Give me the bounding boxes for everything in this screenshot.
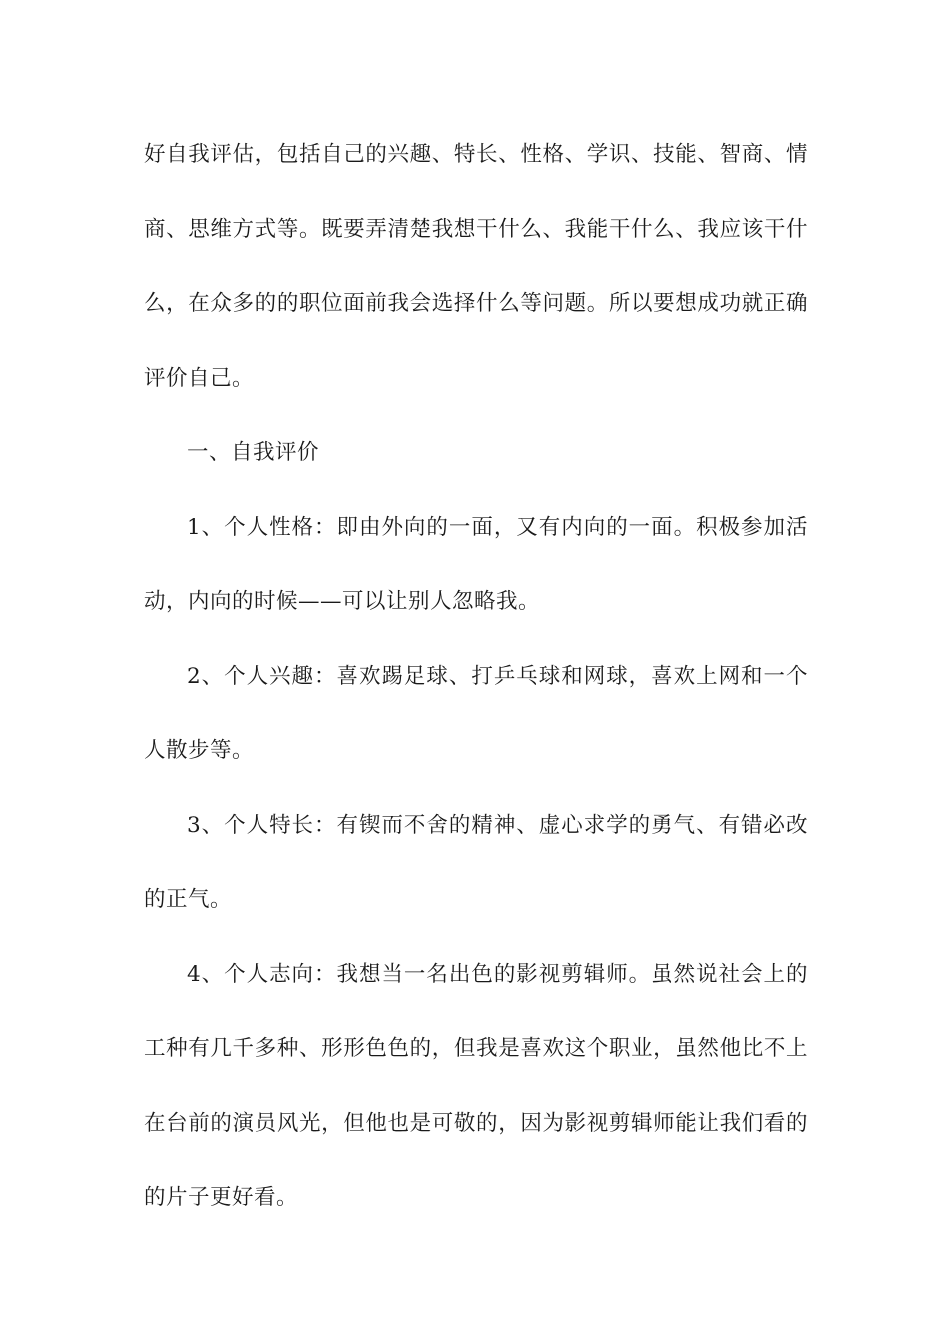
paragraph-interests: 2、个人兴趣：喜欢踢足球、打乒乓球和网球，喜欢上网和一个人散步等。: [144, 663, 808, 763]
paragraph-aspiration: 4、个人志向：我想当一名出色的影视剪辑师。虽然说社会上的工种有几千多种、形形色色的，但我是喜欢这个职业，虽然他比不上在台前的演员风光，但他也是可敬的，因为影视剪辑师能让我们看的的片子更好看。: [144, 961, 808, 1210]
paragraph-strengths: 3、个人特长：有锲而不舍的精神、虚心求学的勇气、有错必改的正气。: [144, 812, 808, 912]
document-body: [144, 118, 808, 1236]
section-heading-self-evaluation: 一、自我评价: [187, 440, 320, 465]
paragraph-personality: 1、个人性格：即由外向的一面，又有内向的一面。积极参加活动，内向的时候——可以让别人忽略我。: [144, 514, 808, 614]
paragraph-self-assessment-intro: 好自我评估，包括自己的兴趣、特长、性格、学识、技能、智商、情商、思维方式等。既要弄清楚我想干什么、我能干什么、我应该干什么，在众多的的职位面前我会选择什么等问题。所以要想成功就正确评价自己。: [144, 142, 808, 391]
